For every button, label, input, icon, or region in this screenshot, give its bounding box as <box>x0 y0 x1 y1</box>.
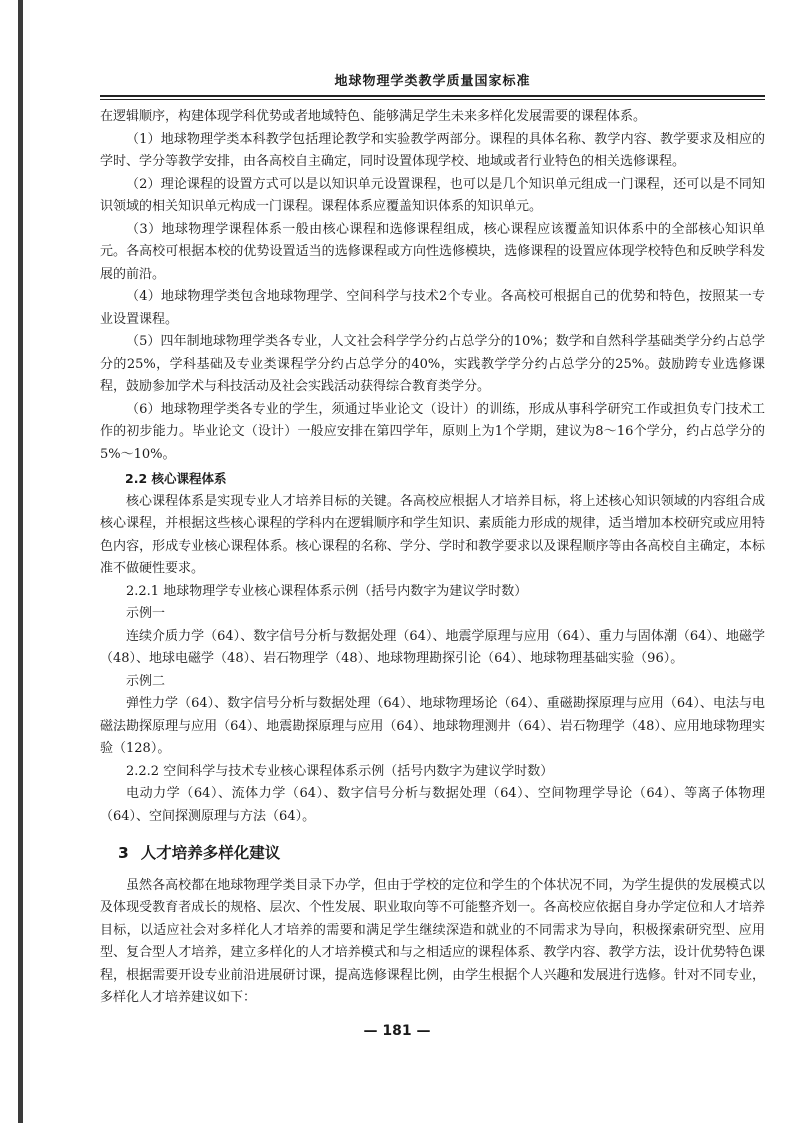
paragraph: （3）地球物理学课程体系一般由核心课程和选修课程组成，核心课程应该覆盖知识体系中的全部核心知识单元。各高校可根据本校的优势设置适当的选修课程或方向性选修模块，选修课程的设置应体现学校特色和反映学科发展的前沿。 <box>100 221 765 282</box>
example-label: 示例二 <box>126 673 166 689</box>
paragraph: （1）地球物理学类本科教学包括理论教学和实验教学两部分。课程的具体名称、教学内容、教学要求及相应的学时、学分等教学安排，由各高校自主确定，同时设置体现学校、地域或者行业特色的相关选修课程。 <box>100 131 765 169</box>
subsection-heading-2-2-1: 2.2.1 地球物理学专业核心课程体系示例（括号内数字为建议学时数） <box>126 583 528 599</box>
paragraph: （6）地球物理学类各专业的学生，须通过毕业论文（设计）的训练，形成从事科学研究工作或担负专门技术工作的初步能力。毕业论文（设计）一般应安排在第四学年，原则上为1个学期，建议为8～16个学分，约占总学分的5%～10%。 <box>100 401 765 462</box>
paragraph: 弹性力学（64）、数字信号分析与数据处理（64）、地球物理场论（64）、重磁勘探原理与应用（64）、电法与电磁法勘探原理与应用（64）、地震勘探原理与应用（64）、地球物理测井（64）、岩石物理学（48）、应用地球物理实验（128）。 <box>100 696 765 756</box>
scan-edge-bar <box>18 0 23 1123</box>
subsection-heading-2-2-2: 2.2.2 空间科学与技术专业核心课程体系示例（括号内数字为建议学时数） <box>126 763 554 779</box>
paragraph: 连续介质力学（64）、数字信号分析与数据处理（64）、地震学原理与应用（64）、重力与固体潮（64）、地磁学（48）、地球电磁学（48）、岩石物理学（48）、地球物理勘探引论（64）、地球物理基础实验（96）。 <box>100 628 765 666</box>
paragraph: （5）四年制地球物理学类各专业，人文社会科学学分约占总学分的10%；数学和自然科学基础类学分约占总学分的25%，学科基础及专业类课程学分约占总学分的40%，实践教学学分约占总学分的25%。鼓励跨专业选修课程，鼓励参加学术与科技活动及社会实践活动获得综合教育类学分。 <box>100 334 765 394</box>
paragraph: 虽然各高校都在地球物理学类目录下办学，但由于学校的定位和学生的个体状况不同，为学生提供的发展模式以及体现受教育者成长的规格、层次、个性发展、职业取向等不可能整齐划一。各高校应依据自身办学定位和人才培养目标，以适应社会对多样化人才培养的需要和满足学生继续深造和就业的不同需求为导向，积极探索研究型、应用型、复合型人才培养，建立多样化的人才培养模式和与之相适应的课程体系、教学内容、教学方法，设计优势特色课程，根据需要开设专业前沿进展研讨课，提高选修课程比例，由学生根据个人兴趣和发展进行选修。针对不同专业，多样化人才培养建议如下： <box>100 877 765 1005</box>
header-rule <box>100 99 765 100</box>
paragraph: （2）理论课程的设置方式可以是以知识单元设置课程，也可以是几个知识单元组成一门课程，还可以是不同知识领域的相关知识单元构成一门课程。课程体系应覆盖知识体系的知识单元。 <box>100 176 765 214</box>
section-number: 3 <box>118 844 129 862</box>
document-body <box>100 106 765 1010</box>
page-number: — 181 — <box>363 1023 431 1039</box>
running-header: 地球物理学类教学质量国家标准 <box>100 60 765 97</box>
paragraph: 核心课程体系是实现专业人才培养目标的关键。各高校应根据人才培养目标，将上述核心知识领域的内容组合成核心课程，并根据这些核心课程的学科内在逻辑顺序和学生知识、素质能力形成的规律，适当增加本校研究或应用特色内容，形成专业核心课程体系。核心课程的名称、学分、学时和教学要求以及课程顺序等由各高校自主确定，本标准不做硬性要求。 <box>100 493 765 576</box>
paragraph: （4）地球物理学类包含地球物理学、空间科学与技术2个专业。各高校可根据自己的优势和特色，按照某一专业设置课程。 <box>100 289 765 327</box>
paragraph: 在逻辑顺序，构建体现学科优势或者地域特色、能够满足学生未来多样化发展需要的课程体系。 <box>100 109 647 124</box>
section-heading-2-2: 2.2 核心课程体系 <box>125 471 227 486</box>
document-page <box>100 60 765 1010</box>
paragraph: 电动力学（64）、流体力学（64）、数字信号分析与数据处理（64）、空间物理学导论（64）、等离子体物理（64）、空间探测原理与方法（64）。 <box>100 786 765 824</box>
example-label: 示例一 <box>126 606 166 621</box>
section-heading-3 <box>100 842 765 865</box>
section-title: 人才培养多样化建议 <box>140 844 281 862</box>
